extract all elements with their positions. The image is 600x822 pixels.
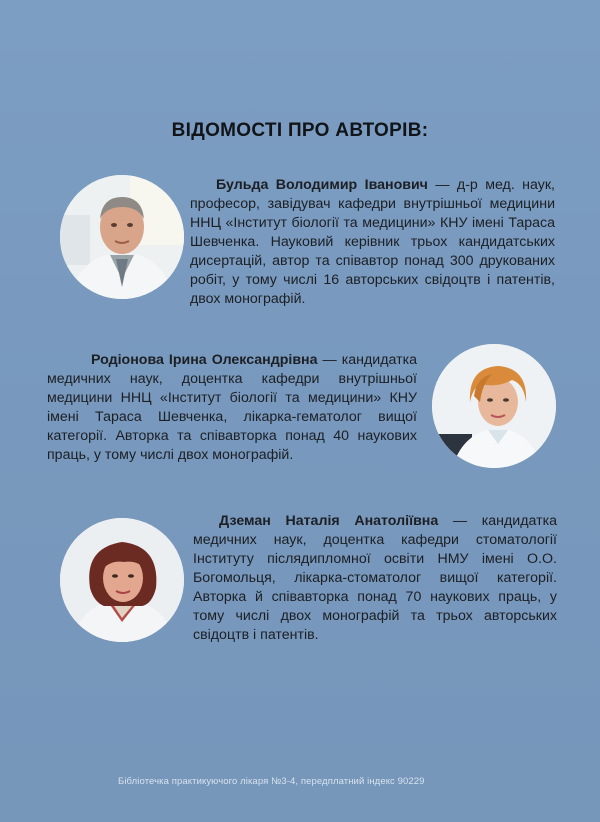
author-bio-1	[190, 176, 555, 309]
author-description: — д-р мед. наук, професор, завідувач кафедри внутрішньої медицини ННЦ «Інститут біології та медицини» КНУ імені Тараса Шевченка. Науковий керівник трьох кандидатських дисертацій, автор та співавтор понад 300 друкованих робіт, у тому числі 16 авторських свідоцтв і патентів, двох монографій.	[190, 177, 555, 307]
author-photo-buldа	[60, 175, 184, 299]
footer-note: Бібліотечка практикуючого лікаря №3-4, передплатний індекс 90229	[118, 776, 425, 787]
author-description: — кандидатка медичних наук, доцентка кафедри стоматології Інституту післядипломної освіти НМУ імені О.О. Богомольця, лікарка-стоматолог вищої категорії. Авторка й співавторка понад 70 наукових праць, у тому числі двох монографій та трьох авторських свідоцтв і патентів.	[193, 513, 557, 643]
page-title: ВІДОМОСТІ ПРО АВТОРІВ:	[171, 120, 429, 141]
author-name: Бульда Володимир Іванович	[216, 177, 428, 193]
author-bio-3	[193, 512, 557, 645]
author-description: — кандидатка медичних наук, доцентка кафедри внутрішньої медицини ННЦ «Інститут біології та медицини» КНУ імені Тараса Шевченка, лікарка-гематолог вищої категорії. Авторка та співавторка понад 40 наукових праць, у тому числі двох монографій.	[47, 352, 417, 463]
author-name: Родіонова Ірина Олександрівна	[91, 352, 318, 368]
author-name: Дземан Наталія Анатоліївна	[219, 513, 439, 529]
author-photo-rodionova	[432, 344, 556, 468]
author-photo-dzeman	[60, 518, 184, 642]
author-bio-2	[47, 351, 417, 465]
